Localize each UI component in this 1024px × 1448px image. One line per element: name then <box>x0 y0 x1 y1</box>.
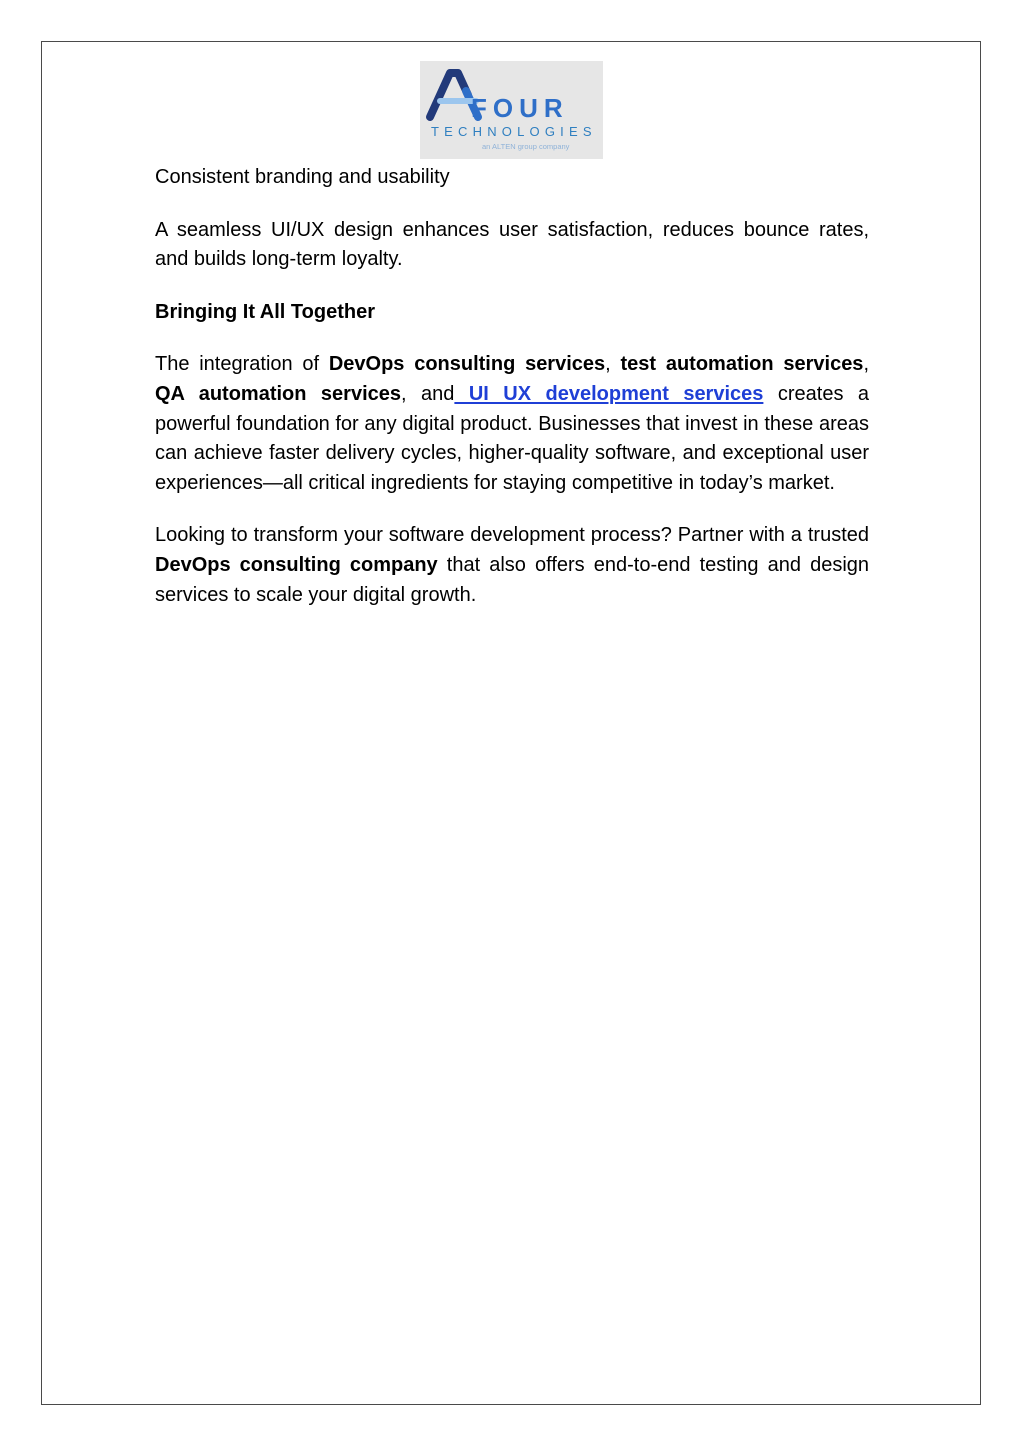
integration-paragraph <box>155 350 869 498</box>
closing-text-1: Looking to transform your software development process? Partner with a trusted <box>155 524 869 547</box>
integration-text-2: , <box>605 353 621 376</box>
seamless-paragraph: A seamless UI/UX design enhances user satisfaction, reduces bounce rates, and builds long-term loyalty. <box>155 218 869 271</box>
document-body <box>155 163 869 610</box>
logo-word: FOUR <box>471 93 569 123</box>
logo-a-left-stroke <box>430 73 468 117</box>
integration-text-1: The integration of <box>155 353 329 376</box>
integration-text-5: creates a powerful foundation for any digital product. Businesses that invest in these areas can achieve faster delivery cycles, higher-quality software, and exceptional user experiences—all critical ingredients for staying competitive in today’s market. <box>155 382 870 494</box>
devops-services-bold: DevOps consulting services <box>328 353 606 376</box>
company-logo <box>420 61 603 159</box>
logo-tagline: TECHNOLOGIES <box>431 124 597 139</box>
integration-text-3: , <box>863 353 869 376</box>
closing-paragraph <box>155 521 869 610</box>
test-automation-bold: test automation services <box>620 353 864 376</box>
afour-logo-icon <box>420 61 603 159</box>
integration-text-4: , and <box>401 382 455 405</box>
ui-ux-services-link[interactable]: UI UX development services <box>454 382 764 405</box>
intro-paragraph: Consistent branding and usability <box>155 166 450 188</box>
section-heading: Bringing It All Together <box>155 300 375 323</box>
devops-company-bold: DevOps consulting company <box>155 553 438 576</box>
closing-text-2: that also offers end-to-end testing and design services to scale your digital growth. <box>155 553 870 606</box>
qa-automation-bold: QA automation services <box>155 382 402 405</box>
logo-subtagline: an ALTEN group company <box>482 142 570 151</box>
